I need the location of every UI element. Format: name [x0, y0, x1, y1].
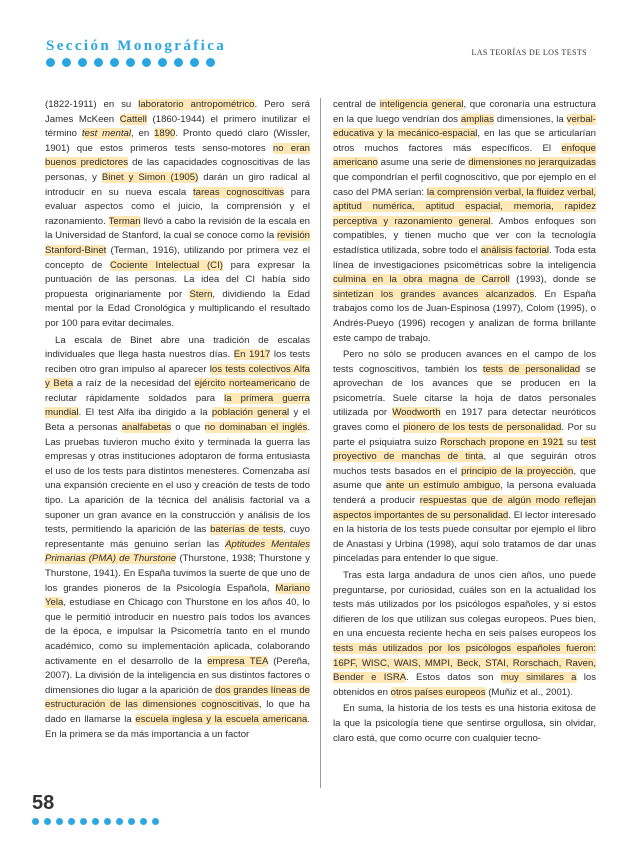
page-number: 58 — [32, 792, 55, 814]
paragraph: (1822-1911) en su laboratorio antropométrico. Pero será James McKeen Cattell (1860-1944) el primero inutilizar el término test mental, en 1890. Pronto quedó claro (Wissler, 1901) que estos primeros tests senso-motores no eran buenos predictores de las capacidades cognoscitivas de las personas, y Binet y Simon (1905) darán un giro radical al introducir en su nueva escala tareas cognoscitivas para evaluar aspectos como el juicio, la comprensión y el razonamiento. Terman llevó a cabo la revisión de la escala en la Universidad de Stanford, la cual se conoce como la revisión Stanford-Binet (Terman, 1916), utilizando por primera vez el concepto de Cociente Intelectual (CI) para expresar la puntuación de las personas. La idea del CI había sido propuesta originariamente por Stern, dividiendo la Edad mental por la Edad Cronológica y multiplicando el resultado por 100 para evitar decimales. — [45, 99, 311, 329]
footer-dots-decoration — [32, 818, 159, 825]
section-title: Sección Monográfica — [46, 38, 227, 54]
left-column — [45, 98, 310, 742]
paragraph: En suma, la historia de los tests es una historia exitosa de la que la psicología tiene que sentirse orgullosa, sin olvidar, claro está, que como ocurre con cualquier tecno- — [333, 703, 596, 744]
section-dots-decoration — [46, 58, 215, 67]
right-column — [333, 98, 596, 746]
paragraph: Pero no sólo se producen avances en el campo de los tests cognoscitivos, también los tests de personalidad se aprovechan de los avances que se producen en la psicometría. Suele citarse la hoja de datos personales utilizada por Woodworth en 1917 para detectar neuróticos graves como el pionero de los tests de personalidad. Por su parte el psiquiatra suizo Rorschach propone en 1921 su test proyectivo de manchas de tinta, al que seguirán otros muchos tests basados en el principio de la proyección, que asume que ante un estímulo ambiguo, la persona evaluada tenderá a producir respuestas que de algún modo reflejan aspectos importantes de su personalidad. El lector interesado en la historia de los tests puede consultar por ejemplo el libro de Anastasi y Urbina (1998), aquí solo tratamos de dar unas pinceladas para entender lo que sigue. — [333, 349, 597, 565]
column-divider — [320, 98, 321, 788]
paragraph: central de inteligencia general, que coronaría una estructura en la que luego vendrían dos amplias dimensiones, la verbal-educativa y la mecánico-espacial, en las que se articularían otros muchos factores más específicos. El enfoque americano asume una serie de dimensiones no jerarquizadas que compondrían el perfil cognoscitivo, que por ejemplo en el caso del PMA serían: la comprensión verbal, la fluidez verbal, aptitud numérica, aptitud espacial, memoria, rapidez perceptiva y razonamiento general. Ambos enfoques son compatibles, y tienen mucho que ver con la tecnología estadística utilizada, sobre todo el análisis factorial. Toda esta línea de investigaciones psicométricas sobre la inteligencia culmina en la obra magna de Carroll (1993), donde se sintetizan los grandes avances alcanzados. En España trabajos como los de Juan-Espinosa (1997), Colom (1995), o Andrés-Pueyo (1996) recogen y analizan de forma brillante este campo de trabajo. — [333, 99, 596, 344]
running-head: LAS TEORÍAS DE LOS TESTS — [471, 48, 587, 57]
paragraph: La escala de Binet abre una tradición de escalas individuales que llega hasta nuestros días. En 1917 los tests reciben otro gran impulso al aparecer los tests colectivos Alfa y Beta a raíz de la necesidad del ejército norteamericano de reclutar rápidamente soldados para la primera guerra mundial. El test Alfa iba dirigido a la población general y el Beta a personas analfabetas o que no dominaban el inglés. Las pruebas tuvieron mucho éxito y terminada la guerra las empresas y otras instituciones adoptaron de forma entusiasta el uso de los tests para distintos menesteres. Comenzaba así una expansión creciente en el uso y creación de tests de todo tipo. La aparición de la técnica del análisis factorial va a suponer un gran avance en la construcción y análisis de los tests, permitiendo la aparición de las baterías de tests, cuyo representante más genuino serían las Aptitudes Mentales Primarias (PMA) de Thurstone (Thurstone, 1938; Thurstone y Thurstone, 1941). En España tuvimos la suerte de que uno de los grandes pioneros de la Psicología Española, Mariano Yela, estudiase en Chicago con Thurstone en los años 40, lo que le permitió introducir en nuestro país todos los avances de la época, e impulsar la Psicometría tanto en el mundo académico, como su implementación aplicada, colaborando activamente en el desarrollo de la empresa TEA (Pereña, 2007). La división de la inteligencia en sus distintos factores o dimensiones dio lugar a la aparición de dos grandes líneas de estructuración de las dimensiones cognoscitivas, lo que ha dado en llamarse la escuela inglesa y la escuela americana. En la primera se da más importancia a un factor — [45, 334, 311, 740]
paragraph: Tras esta larga andadura de unos cien años, uno puede preguntarse, por curiosidad, cuáles son en la actualidad los tests más utilizados por los psicólogos españoles, y si estos difieren de los que utilizan sus colegas europeos. Pues bien, en una encuesta reciente hecha en seis países europeos los tests más utilizados por los psicólogos españoles fueron: 16PF, WISC, WAIS, MMPI, Beck, STAI, Rorschach, Raven, Bender e ISRA. Estos datos son muy similares a los obtenidos en otros países europeos (Muñiz et al., 2001). — [333, 570, 597, 698]
